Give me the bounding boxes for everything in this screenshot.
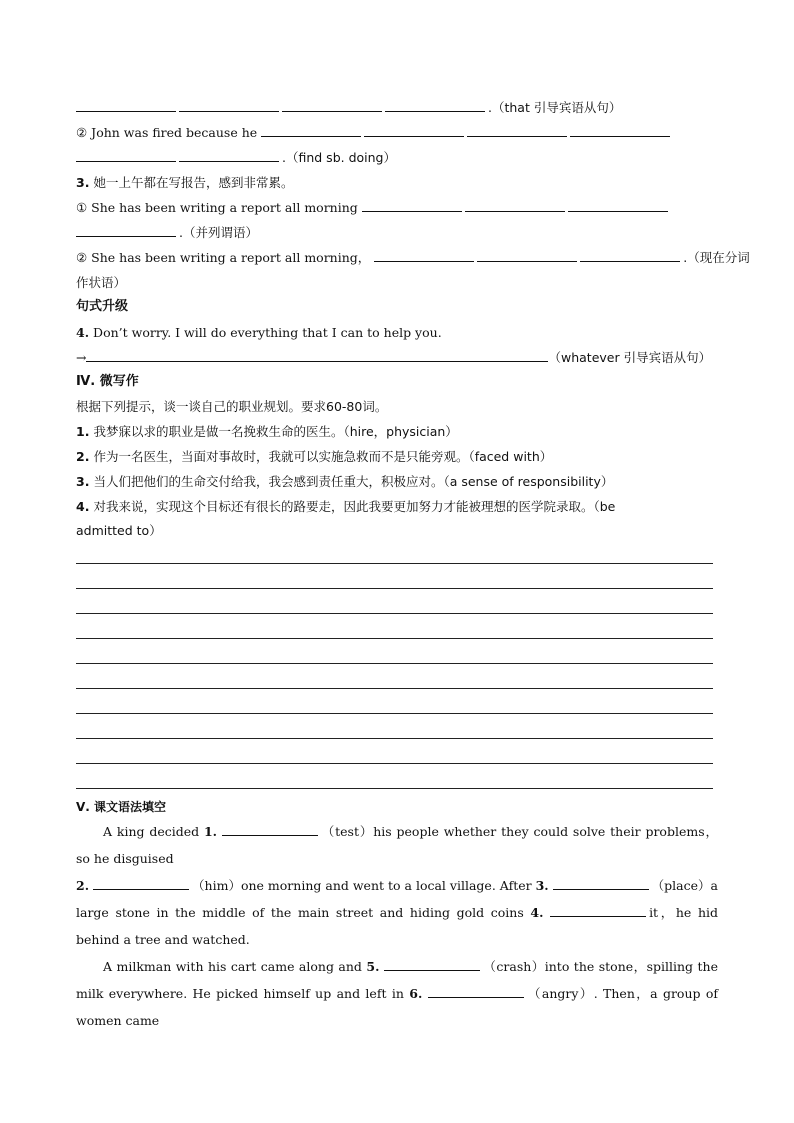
passage-text: A milkman with his cart came along and: [103, 959, 362, 974]
answer-blank[interactable]: [550, 905, 646, 917]
answer-blank[interactable]: [384, 959, 480, 971]
answer-blank[interactable]: [179, 150, 279, 162]
answer-blank[interactable]: [362, 200, 462, 212]
writing-item-4: [76, 499, 615, 515]
section-title-upgrade: 句式升级: [76, 299, 129, 314]
sentence-3-option-2: [76, 250, 750, 266]
passage-text: A king decided: [103, 824, 200, 839]
option-2-text: ② She has been writing a report all morning，: [76, 250, 371, 265]
upgrade-answer-line: [76, 350, 711, 366]
sentence-3-prompt: [76, 175, 293, 191]
item-number: 3.: [76, 175, 90, 190]
section-title-grammar: Ⅴ. 课文语法填空: [76, 800, 167, 814]
arrow-icon: →: [76, 350, 87, 365]
answer-blank[interactable]: [76, 225, 176, 237]
writing-item-4-cont: admitted to）: [76, 523, 162, 538]
answer-blank[interactable]: [364, 125, 464, 137]
writing-line[interactable]: [76, 738, 713, 739]
hint-find-sb-doing: .（find sb. doing）: [282, 150, 396, 165]
answer-blank[interactable]: [568, 200, 668, 212]
writing-line[interactable]: [76, 563, 713, 564]
writing-item-3: [76, 474, 613, 490]
hint-participle: .（现在分词: [683, 250, 750, 265]
blank-number: 1.: [203, 824, 218, 839]
sentence-3-hint-cont: [76, 275, 126, 291]
writing-item-2: [76, 449, 552, 465]
answer-blank[interactable]: [553, 878, 649, 890]
writing-line[interactable]: [76, 763, 713, 764]
passage-text: （him）one morning and went to a local village. After: [192, 878, 532, 893]
option-2-text: ② John was fired because he: [76, 125, 258, 140]
writing-line[interactable]: [76, 663, 713, 664]
blank-number: 4.: [530, 905, 544, 920]
hint-parallel-predicate: .（并列谓语）: [179, 225, 258, 240]
item-number: 1.: [76, 424, 90, 439]
writing-instruction: 根据下列提示，谈一谈自己的职业规划。要求60-80词。: [76, 399, 388, 414]
answer-blank[interactable]: [86, 350, 548, 362]
answer-blank[interactable]: [477, 250, 577, 262]
writing-line[interactable]: [76, 638, 713, 639]
section-title-writing: Ⅳ. 微写作: [76, 374, 139, 389]
sentence-2-line-1: [76, 100, 621, 116]
hint-that-clause: .（that 引导宾语从句）: [488, 100, 622, 115]
writing-item-1: [76, 424, 458, 440]
item-number: 4.: [76, 499, 90, 514]
upgrade-sentence-text: Don’t worry. I will do everything that I can to help you.: [93, 325, 442, 340]
answer-blank[interactable]: [374, 250, 474, 262]
item-number: 2.: [76, 449, 90, 464]
answer-blank[interactable]: [465, 200, 565, 212]
writing-line[interactable]: [76, 588, 713, 589]
blank-number: 5.: [366, 959, 380, 974]
answer-blank[interactable]: [93, 878, 189, 890]
writing-item-text: 作为一名医生，当面对事故时，我就可以实施急救而不是只能旁观。（faced with）: [93, 449, 553, 464]
answer-blank[interactable]: [467, 125, 567, 137]
passage-text: it，he hid behind a tree and watched.: [76, 905, 718, 947]
sentence-3-option-1-cont: [76, 225, 258, 241]
answer-blank[interactable]: [179, 100, 279, 112]
hint-whatever: （whatever 引导宾语从句）: [548, 350, 712, 365]
writing-line[interactable]: [76, 688, 713, 689]
sentence-2-option-2: [76, 125, 673, 141]
passage-text: （place）a large stone in the middle of the main street and hiding gold coins: [76, 878, 718, 920]
answer-blank[interactable]: [428, 986, 524, 998]
passage-text: （angry）. Then，a group of women came: [76, 986, 718, 1028]
writing-line[interactable]: [76, 788, 713, 789]
answer-blank[interactable]: [76, 100, 176, 112]
blank-number: 6.: [409, 986, 423, 1001]
sentence-2-option-2-cont: [76, 150, 396, 166]
blank-number: 3.: [535, 878, 549, 893]
sentence-3-chinese: 她一上午都在写报告，感到非常累。: [93, 175, 294, 190]
answer-blank[interactable]: [261, 125, 361, 137]
item-number: 3.: [76, 474, 90, 489]
answer-blank[interactable]: [282, 100, 382, 112]
writing-item-text: 当人们把他们的生命交付给我，我会感到责任重大，积极应对。（a sense of responsibility）: [93, 474, 614, 489]
blank-number: 2.: [76, 878, 90, 893]
writing-line[interactable]: [76, 713, 713, 714]
passage-text: （test）his people whether they could solve their problems， so he disguised: [76, 824, 718, 866]
sentence-3-option-1: [76, 200, 671, 216]
item-number: 4.: [76, 325, 90, 340]
answer-blank[interactable]: [385, 100, 485, 112]
grammar-paragraph-1: [76, 818, 718, 953]
option-1-text: ① She has been writing a report all morning: [76, 200, 358, 215]
writing-line[interactable]: [76, 613, 713, 614]
upgrade-sentence: [76, 325, 442, 341]
grammar-paragraph-2: [76, 953, 718, 1034]
writing-item-text: 我梦寐以求的职业是做一名挽救生命的医生。（hire，physician）: [93, 424, 458, 439]
answer-blank[interactable]: [570, 125, 670, 137]
answer-blank[interactable]: [222, 824, 318, 836]
writing-item-text: 对我来说，实现这个目标还有很长的路要走，因此我要更加努力才能被理想的医学院录取。（be: [93, 499, 616, 514]
hint-participle-cont: 作状语）: [76, 275, 127, 290]
passage-text: （crash）into the stone，spilling the milk everywhere. He picked himself up and left in: [76, 959, 718, 1001]
answer-blank[interactable]: [76, 150, 176, 162]
answer-blank[interactable]: [580, 250, 680, 262]
